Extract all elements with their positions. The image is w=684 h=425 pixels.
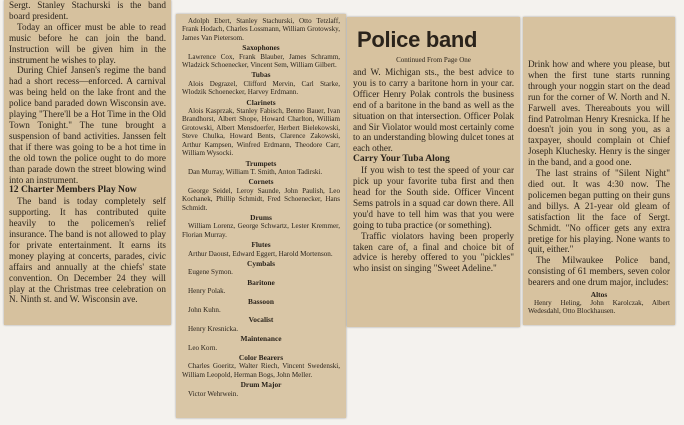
roster-section <box>182 381 340 398</box>
paragraph: and W. Michigan sts., the best advice to you is to carry a baritone horn in your car. Officer Henry Polak controls the business end of a baritone in the band as well as the situation on that intersection. Officer Polak and Sir Violator would most certainly come to an understanding blowing dulcet tones at each other. <box>353 67 514 154</box>
section-names: Dan Murray, William T. Smith, Anton Tadirski. <box>188 167 323 176</box>
article-text-left <box>9 0 166 305</box>
paragraph: The last strains of "Silent Night" died out. It was 4:30 now. The policemen began putting on their guns and billys. A 21-year old gleam of satisfaction lit the face of Sergt. Schmidt. "No officer gets any extra pretige for his playing. None wants to quit, either." <box>528 168 670 255</box>
continued-note: Continued From Page One <box>396 56 471 64</box>
paragraph: The band is today completely self supporting. It has contributed quite heavily to the policemen's relief insurance. The band is not allowed to play for private entertainment. It earns its money playing at concerts, parades, civic affairs and annually at the chiefs' state convention. On December 24 they will play at the Christmas tree celebration on N. Ninth st. and W. Wisconsin ave. <box>9 196 166 305</box>
subheading: 12 Charter Members Play Now <box>9 184 137 196</box>
section-names: Leo Korn. <box>188 343 218 352</box>
section-names: Eugene Symon. <box>188 268 233 277</box>
section-title: Drum Major <box>240 380 282 390</box>
roster-section <box>182 316 340 333</box>
section-title: Cornets <box>248 177 274 187</box>
section-title: Drums <box>250 212 272 222</box>
section-title: Altos <box>590 290 608 300</box>
section-names: George Seidel, Leroy Saunde, John Paulish, Leo Kochanek, Phillip Schmidt, Fred Schoenecker, Hans Schmidt. <box>182 186 340 212</box>
section-names: Henry Polak. <box>188 287 226 296</box>
section-title: Trumpets <box>245 158 277 168</box>
paragraph: During Chief Jansen's regime the band had a short recess—enforced. A carnival was being held on the lake front and the police band paraded down Wisconsin ave. playing "There'll be a Hot Time in the Old Town Tonight." The tune brought a suspension of band activities. Janssen felt that if there was going to be a hot time in the old town the police ought to do more than parade down the street blowing wind into an instrument. <box>9 65 166 185</box>
clipping-police-band-continued <box>347 17 520 327</box>
clipping-member-roster <box>176 14 346 418</box>
paragraph: The Milwaukee Police band, consisting of 61 members, seven color bearers and one drum major, includes: <box>528 255 670 288</box>
roster-section <box>182 99 340 158</box>
section-names: Victor Wehrwein. <box>188 389 239 398</box>
section-title: Tubas <box>251 70 271 80</box>
section-title: Color Bearers <box>238 353 284 363</box>
section-names: Henry Heling, John Karolczak, Albert Wedesdahl, Otto Blockhausen. <box>528 299 670 316</box>
roster-section <box>182 160 340 177</box>
clipping-left-column <box>4 0 171 325</box>
section-names: Charles Goeritz, Walter Riech, Vincent Swedenski, William Leopold, Herman Bogs, John Meller. <box>182 362 340 379</box>
section-names: Arthur Daoust, Edward Eggert, Harold Mortenson. <box>188 249 333 258</box>
top-cut-line: Sergt. Stanley Stachurski is the band board president. <box>9 0 166 21</box>
section-title: Bassoon <box>248 296 274 306</box>
roster-section <box>182 214 340 239</box>
paragraph: If you wish to test the speed of your car pick up your favorite tuba first and then head for the South side. Officer Vincent Sems patrols in a squad car down there. All you'd have to tell him was that you were going to tuba practice (or something). <box>353 165 514 230</box>
section-names: William Lorenz, George Schwartz, Lester Kremmer, Florian Murray. <box>182 222 340 239</box>
roster-section <box>182 178 340 212</box>
roster-section <box>182 241 340 258</box>
section-title: Maintenance <box>240 334 282 344</box>
roster-section <box>182 44 340 69</box>
article-text-middle <box>353 67 514 274</box>
section-names: Lawrence Cox, Frank Blauber, James Schramm, Wladzick Schoenecker, Vincent Sem, William Gilbert. <box>182 52 340 70</box>
section-title: Vocalist <box>248 315 274 325</box>
roster-section <box>182 335 340 352</box>
subheading: Carry Your Tuba Along <box>353 153 450 165</box>
section-names: Henry Kresnicka. <box>188 324 239 333</box>
clipping-right-column <box>523 17 675 325</box>
section-title: Flutes <box>251 240 271 250</box>
roster-section <box>182 298 340 315</box>
roster-section <box>182 260 340 277</box>
section-title: Clarinets <box>246 97 276 107</box>
section-names: Alois Kasprzak, Stanley Fabisch, Benno Bauer, Ivan Brandhorst, Albert Shope, Howard Charlton, William Grotowski, Albert Mensdoerfer, Herbert Bielekowski, Steve Chulka, Howard Bents, Clarence Zakowski, Arthur Kampsen, Winfred Erdmann, Theodore Carr, William Wysocki. <box>182 107 340 158</box>
roster-list <box>182 17 340 398</box>
section-names: Alois Degrazel, Clifford Mervin, Carl Starke, Wlodzik Schoenecker, Harvey Erdmann. <box>182 79 340 97</box>
headline: Police band <box>357 27 478 52</box>
section-title: Cymbals <box>247 258 275 268</box>
section-title: Baritone <box>247 277 275 287</box>
section-title: Saxophones <box>242 43 280 53</box>
section-names: John Kuhn. <box>188 306 221 314</box>
paragraph: Drink how and where you please, but when the first tune starts running through your noggin start on the dead run for the corner of W. North and N. Farwell aves. Thereabouts you will find Patrolman Henry Kresnicka. If he doesn't join you in song you, as a taxpayer, should complain ot Chief Joseph Kluchesky. Henry is the singer in the band, and a good one. <box>528 59 670 168</box>
article-text-right <box>528 59 670 288</box>
roster-section <box>182 354 340 379</box>
roster-section <box>182 279 340 296</box>
roster-intro: Adolph Ebert, Stanley Stachurski, Otto Tetzlaff, Frank Hodach, Charles Lossmann, William Grotowsky, James Van Pietersom. <box>182 17 340 42</box>
roster-section <box>182 71 340 96</box>
paragraph: Today an officer must be able to read music before he can join the band. Instruction will be given him in the instrument he wishes to play. <box>9 21 166 65</box>
paragraph: Traffic violators having been properly taken care of, a final and choice bit of advice is hereby offered to you "pickles" who insist on singing "Sweet Adeline." <box>353 230 514 274</box>
